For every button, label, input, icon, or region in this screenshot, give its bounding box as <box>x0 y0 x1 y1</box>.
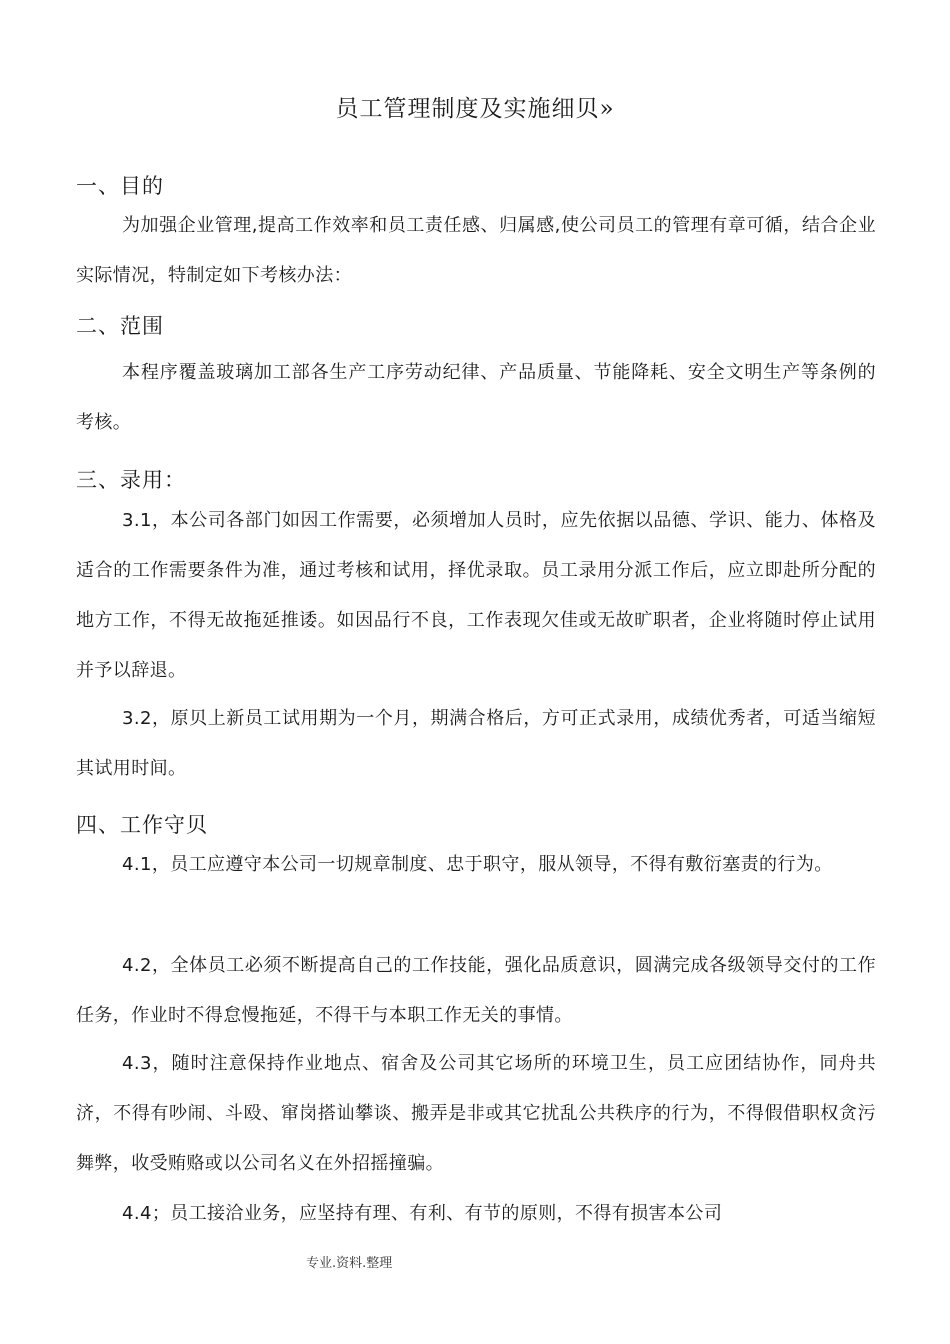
paragraph-rules-4-2: 4.2，全体员工必须不断提高自己的工作技能，强化品质意识，圆满完成各级领导交付的工作任务，作业时不得怠慢拖延，不得干与本职工作无关的事情。 <box>76 955 876 1026</box>
paragraph-rules-4-1: 4.1，员工应遵守本公司一切规章制度、忠于职守，服从领导，不得有敷衍塞责的行为。 <box>122 854 833 875</box>
page-title: 员工管理制度及实施细贝» <box>335 96 615 122</box>
page-footer: 专业.资料.整理 <box>306 1256 393 1271</box>
section-heading-work-rules: 四、工作守贝 <box>76 813 208 837</box>
section-heading-scope: 二、范围 <box>76 314 164 338</box>
paragraph-rules-4-4: 4.4；员工接洽业务，应坚持有理、有利、有节的原则，不得有损害本公司 <box>122 1203 723 1224</box>
paragraph-hiring-3-1: 3.1，本公司各部门如因工作需要，必须增加人员时，应先依据以品德、学识、能力、体格及适合的工作需要条件为准，通过考核和试用，择优录取。员工录用分派工作后，应立即赴所分配的地方工作，不得无故拖延推诿。如因品行不良，工作表现欠佳或无故旷职者，企业将随时停止试用并予以辞退。 <box>76 510 876 681</box>
paragraph-scope: 本程序覆盖玻璃加工部各生产工序劳动纪律、产品质量、节能降耗、安全文明生产等条例的考核。 <box>76 362 876 433</box>
paragraph-hiring-3-2: 3.2，原贝上新员工试用期为一个月，期满合格后，方可正式录用，成绩优秀者，可适当缩短其试用时间。 <box>76 708 876 779</box>
paragraph-purpose: 为加强企业管理,提高工作效率和员工责任感、归属感,使公司员工的管理有章可循，结合企业实际情况，特制定如下考核办法： <box>76 215 876 286</box>
section-heading-hiring: 三、录用： <box>76 468 186 492</box>
paragraph-rules-4-3: 4.3，随时注意保持作业地点、宿舍及公司其它场所的环境卫生，员工应团结协作，同舟共济，不得有吵闹、斗殴、窜岗搭讪攀谈、搬弄是非或其它扰乱公共秩序的行为，不得假借职权贪污舞弊，收受贿赂或以公司名义在外招摇撞骗。 <box>76 1053 876 1174</box>
section-heading-purpose: 一、目的 <box>76 174 164 198</box>
